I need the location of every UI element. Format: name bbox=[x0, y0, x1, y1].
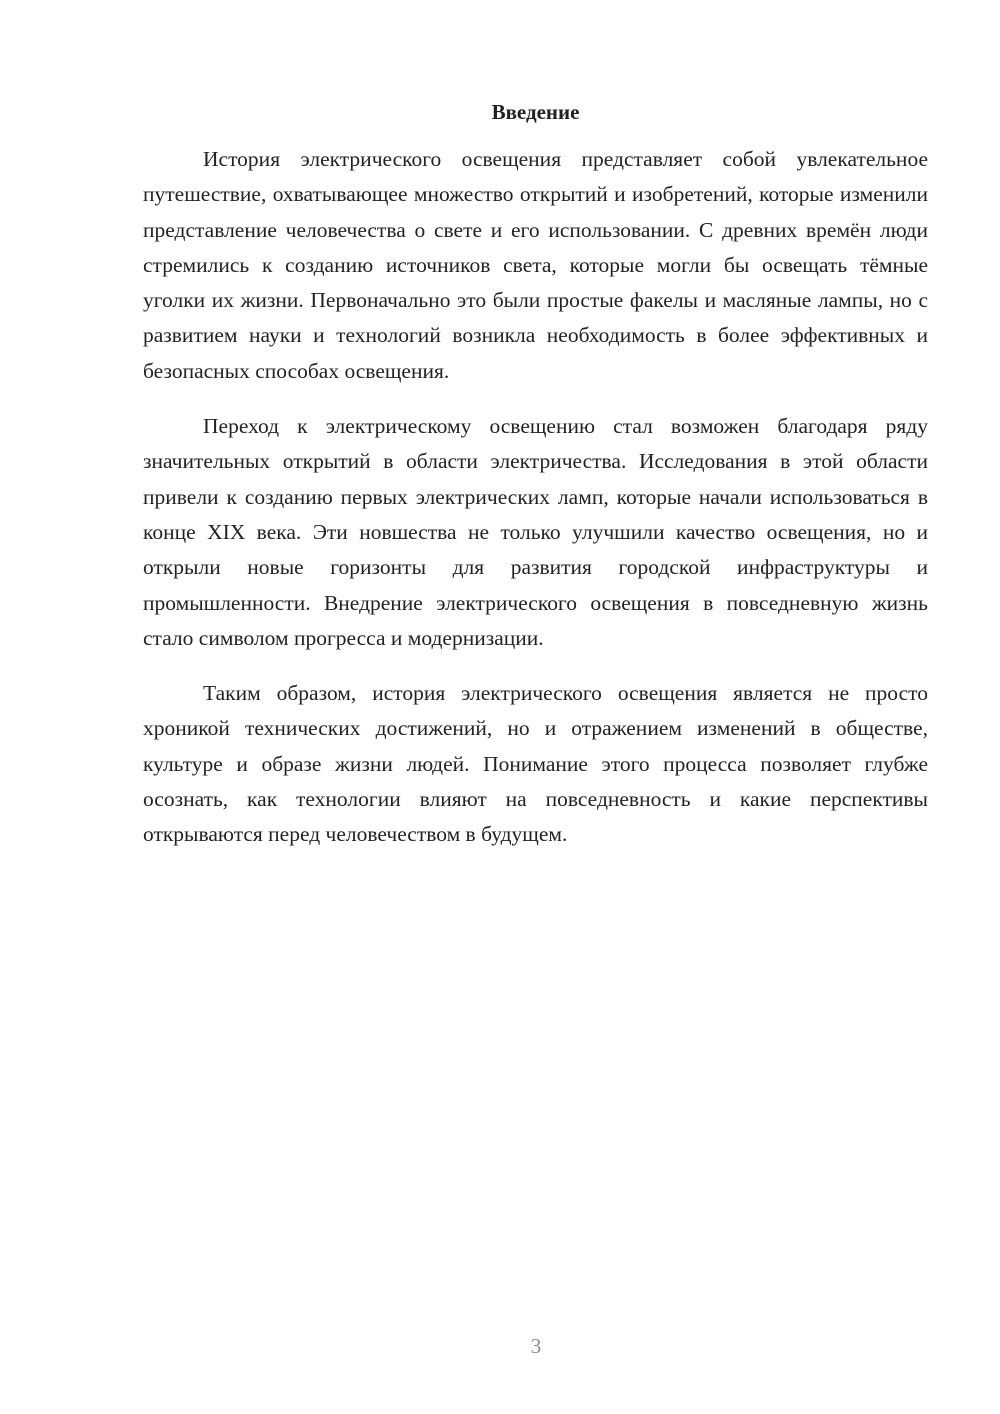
paragraph-2: Переход к электрическому освещению стал возможен благодаря ряду значительных открытий в области электричества. Исследования в этой области привели к созданию первых электрических ламп, которые начали использоваться в конце XIX века. Эти новшества не только улучшили качество освещения, но и открыли новые горизонты для развития городской инфраструктуры и промышленности. Внедрение электрического освещения в повседневную жизнь стало символом прогресса и модернизации. bbox=[143, 414, 928, 650]
section-heading: Введение bbox=[491, 100, 580, 124]
paragraph-3: Таким образом, история электрического освещения является не просто хроникой технических достижений, но и отражением изменений в обществе, культуре и образе жизни людей. Понимание этого процесса позволяет глубже осознать, как технологии влияют на повседневность и какие перспективы открываются перед человечеством в будущем. bbox=[143, 681, 928, 847]
page-number: 3 bbox=[530, 1334, 542, 1358]
page-content bbox=[143, 98, 928, 873]
paragraph-1: История электрического освещения представляет собой увлекательное путешествие, охватывающее множество открытий и изобретений, которые изменили представление человечества о свете и его использовании. С древних времён люди стремились к созданию источников света, которые могли бы освещать тёмные уголки их жизни. Первоначально это были простые факелы и масляные лампы, но с развитием науки и технологий возникла необходимость в более эффективных и безопасных способах освещения. bbox=[143, 147, 928, 383]
